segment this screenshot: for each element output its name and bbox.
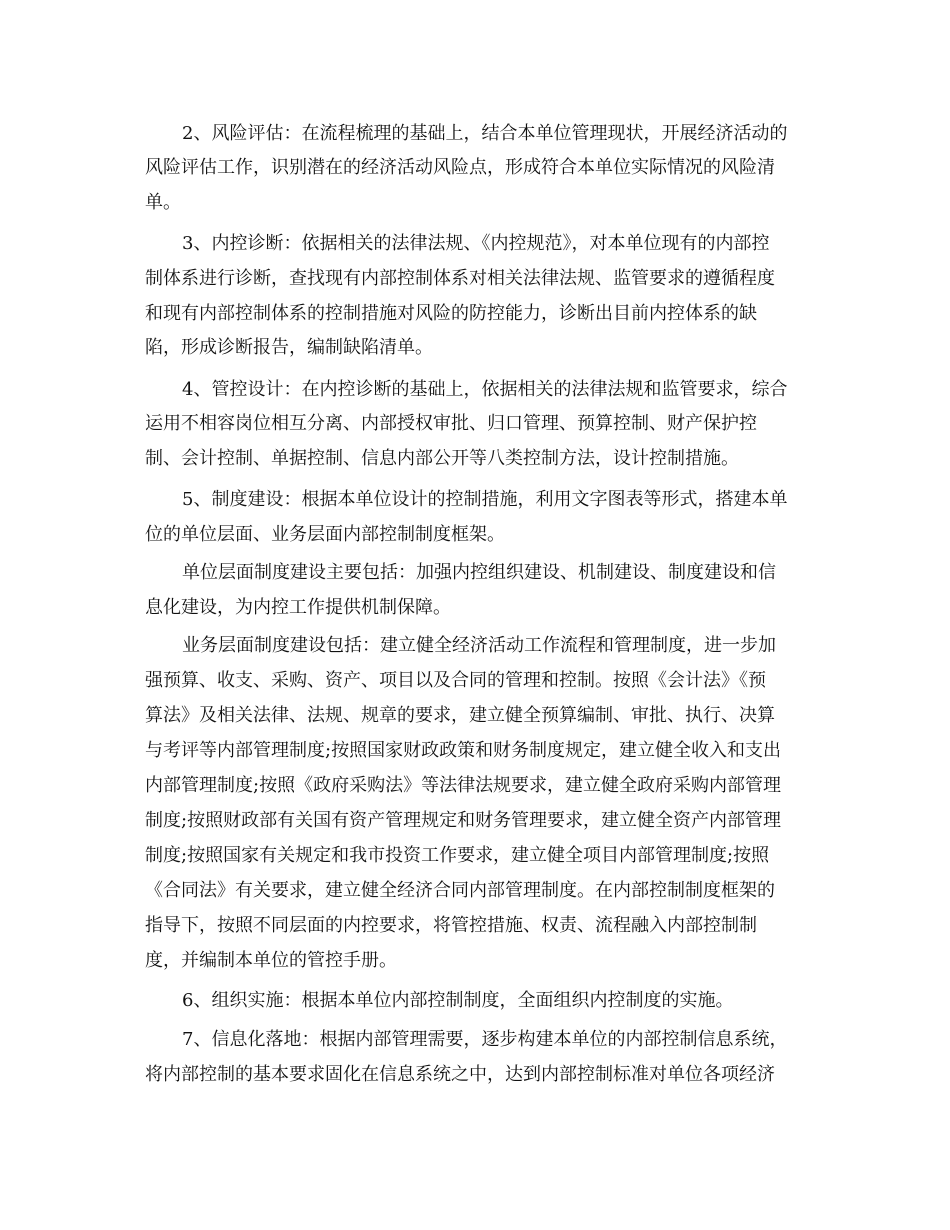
text-line: 6、组织实施：根据本单位内部控制制度，全面组织内控制度的实施。	[182, 990, 734, 1011]
text-line: 制体系进行诊断，查找现有内部控制体系对相关法律法规、监管要求的遵循程度	[145, 268, 775, 289]
text-line: 指导下，按照不同层面的内控要求，将管控措施、权责、流程融入内部控制制	[145, 915, 757, 936]
text-line: 位的单位层面、业务层面内部控制制度框架。	[145, 524, 505, 545]
text-line: 与考评等内部管理制度;按照国家财政政策和财务制度规定，建立健全收入和支出	[145, 740, 782, 761]
text-line: 制度;按照国家有关规定和我市投资工作要求，建立健全项目内部管理制度;按照	[145, 845, 770, 866]
text-line: 7、信息化落地：根据内部管理需要，逐步构建本单位的内部控制信息系统，	[182, 1029, 788, 1050]
text-line: 内部管理制度;按照《政府采购法》等法律法规要求，建立健全政府采购内部管理	[145, 775, 782, 796]
text-line: 2、风险评估：在流程梳理的基础上，结合本单位管理现状，开展经济活动的	[182, 123, 788, 144]
text-line: 风险评估工作，识别潜在的经济活动风险点，形成符合本单位实际情况的风险清	[145, 157, 775, 178]
text-line: 陷，形成诊断报告，编制缺陷清单。	[145, 337, 433, 358]
text-line: 3、内控诊断：依据相关的法律法规、《内控规范》，对本单位现有的内部控	[182, 233, 770, 254]
text-line: 业务层面制度建设包括：建立健全经济活动工作流程和管理制度，进一步加	[182, 635, 776, 656]
text-line: 4、管控设计：在内控诊断的基础上，依据相关的法律法规和监管要求，综合	[182, 379, 788, 400]
text-line: 和现有内部控制体系的控制措施对风险的防控能力，诊断出目前内控体系的缺	[145, 303, 757, 324]
text-line: 将内部控制的基本要求固化在信息系统之中，达到内部控制标准对单位各项经济	[145, 1064, 775, 1085]
text-line: 运用不相容岗位相互分离、内部授权审批、归口管理、预算控制、财产保护控	[145, 413, 757, 434]
text-line: 制度;按照财政部有关国有资产管理规定和财务管理要求，建立健全资产内部管理	[145, 810, 782, 831]
text-line: 制、会计控制、单据控制、信息内部公开等八类控制方法，设计控制措施。	[145, 448, 739, 469]
text-line: 《合同法》有关要求，建立健全经济合同内部管理制度。在内部控制制度框架的	[145, 880, 775, 901]
text-line: 5、制度建设：根据本单位设计的控制措施，利用文字图表等形式，搭建本单	[182, 489, 788, 510]
text-line: 息化建设，为内控工作提供机制保障。	[145, 597, 451, 618]
text-line: 度，并编制本单位的管控手册。	[145, 950, 397, 971]
text-line: 算法》及相关法律、法规、规章的要求，建立健全预算编制、审批、执行、决算	[145, 705, 775, 726]
text-line: 单。	[145, 192, 181, 213]
text-line: 强预算、收支、采购、资产、项目以及合同的管理和控制。按照《会计法》《预	[145, 670, 766, 691]
text-line: 单位层面制度建设主要包括：加强内控组织建设、机制建设、制度建设和信	[182, 562, 776, 583]
